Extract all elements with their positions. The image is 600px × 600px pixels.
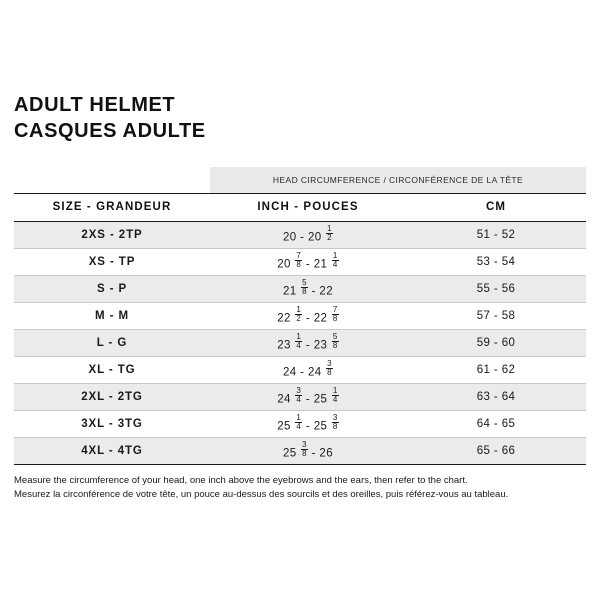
note-english: Measure the circumference of your head, one inch above the eyebrows and the ears, then refer to the chart. — [14, 474, 468, 486]
group-header-row — [14, 167, 586, 194]
cell-size: 4XL - 4TG — [14, 437, 210, 464]
cell-cm: 64 - 65 — [406, 410, 586, 437]
page-title — [14, 0, 586, 145]
cell-cm: 53 - 54 — [406, 248, 586, 275]
cell-size: XL - TG — [14, 356, 210, 383]
cell-inch: 20 - 20 $\frac{1}{2}$ — [210, 221, 406, 248]
measurement-notes — [14, 474, 586, 503]
cell-size: S - P — [14, 275, 210, 302]
cell-cm: 61 - 62 — [406, 356, 586, 383]
table-row — [14, 275, 586, 302]
column-header-size: SIZE - GRANDEUR — [14, 193, 210, 221]
table-row — [14, 356, 586, 383]
cell-inch: 24 - 24 $\frac{3}{8}$ — [210, 356, 406, 383]
cell-cm: 51 - 52 — [406, 221, 586, 248]
cell-cm: 57 - 58 — [406, 302, 586, 329]
cell-size: L - G — [14, 329, 210, 356]
column-header-cm: CM — [406, 193, 586, 221]
cell-inch: 21 $\frac{5}{8}$ - 22 — [210, 275, 406, 302]
cell-cm: 59 - 60 — [406, 329, 586, 356]
column-header-inch: INCH - POUCES — [210, 193, 406, 221]
cell-inch: 24 $\frac{3}{4}$ - 25 $\frac{1}{4}$ — [210, 383, 406, 410]
cell-inch: 23 $\frac{1}{4}$ - 23 $\frac{5}{8}$ — [210, 329, 406, 356]
cell-cm: 55 - 56 — [406, 275, 586, 302]
table-row — [14, 248, 586, 275]
table-row — [14, 329, 586, 356]
table-row — [14, 302, 586, 329]
size-chart-table — [14, 167, 586, 465]
table-row — [14, 437, 586, 464]
title-line-english: ADULT HELMET — [14, 94, 176, 116]
cell-size: XS - TP — [14, 248, 210, 275]
table-row — [14, 410, 586, 437]
column-header-row — [14, 193, 586, 221]
table-row — [14, 383, 586, 410]
note-french: Mesurez la circonférence de votre tête, un pouce au-dessus des sourcils et des oreilles, puis référez-vous au tableau. — [14, 489, 509, 501]
cell-inch: 25 $\frac{1}{4}$ - 25 $\frac{3}{8}$ — [210, 410, 406, 437]
cell-size: 2XL - 2TG — [14, 383, 210, 410]
cell-size: M - M — [14, 302, 210, 329]
cell-inch: 25 $\frac{3}{8}$ - 26 — [210, 437, 406, 464]
cell-inch: 20 $\frac{7}{8}$ - 21 $\frac{1}{4}$ — [210, 248, 406, 275]
title-line-french: CASQUES ADULTE — [14, 120, 206, 143]
cell-inch: 22 $\frac{1}{2}$ - 22 $\frac{7}{8}$ — [210, 302, 406, 329]
group-header-circumference: HEAD CIRCUMFERENCE / CIRCONFÉRENCE DE LA TÊTE — [210, 167, 586, 194]
table-row — [14, 221, 586, 248]
cell-size: 3XL - 3TG — [14, 410, 210, 437]
table-body — [14, 221, 586, 464]
cell-size: 2XS - 2TP — [14, 221, 210, 248]
group-header-spacer — [14, 167, 210, 194]
table-header — [14, 167, 586, 222]
cell-cm: 65 - 66 — [406, 437, 586, 464]
cell-cm: 63 - 64 — [406, 383, 586, 410]
